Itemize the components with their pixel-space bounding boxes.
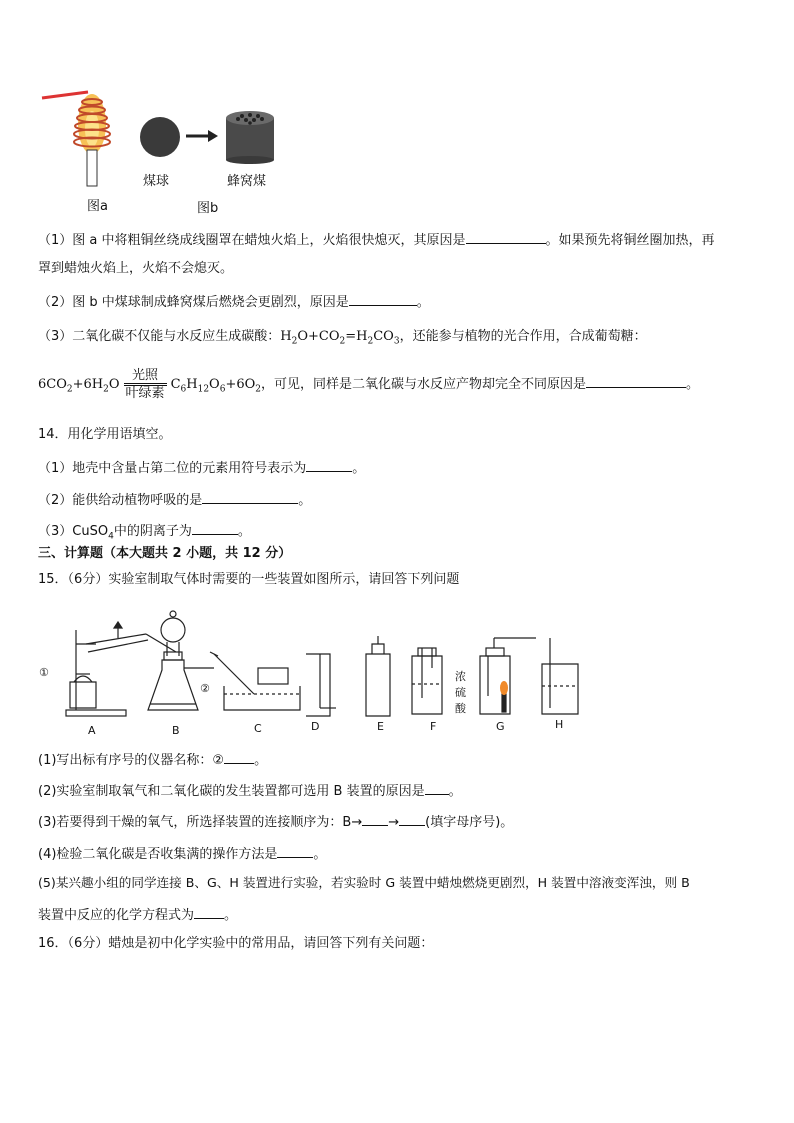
q16-title: 16．（6分）蜡烛是初中化学实验中的常用品，请回答下列有关问题： [38,936,434,951]
answer-blank[interactable] [425,780,449,795]
answer-blank[interactable] [224,749,254,764]
label-acid-2: 硫 [455,686,466,699]
answer-blank[interactable] [399,811,425,826]
apparatus-label-a: A [88,724,96,737]
reaction-condition: $\frac{\text{光照}}{\text{叶绿素}}$ [125,368,165,401]
q13-part2: （2）图 b 中煤球制成蜂窝煤后燃烧会更剧烈，原因是 。 [38,291,430,312]
figure-candle-coil [40,84,130,189]
apparatus-label-e: E [377,720,384,733]
q13-part1-line2: 罩到蜡烛火焰上，火焰不会熄灭。 [38,261,234,276]
answer-blank[interactable] [277,843,313,858]
arrow-icon [186,128,220,144]
marker-1: ① [39,666,49,679]
answer-blank[interactable] [362,811,388,826]
apparatus-label-d: D [311,720,320,733]
apparatus-label-b: B [172,724,180,737]
label-acid-1: 浓 [455,670,466,683]
apparatus-label-f: F [430,720,437,733]
q13-part3-line2: $6CO_2+6H_2O$ $\frac{\text{光照}}{\text{叶绿素}}$ $C_6H_{12}O_6+6O_2$，可见，同样是二氧化碳与水反应产物却完全不同原因是 。 [38,368,700,401]
apparatus-label-h: H [555,718,564,731]
q15-part5-line2: 装置中反应的化学方程式为 。 [38,904,237,925]
apparatus-figure [36,608,596,738]
caption-figure-a: 图a [87,199,108,214]
answer-blank[interactable] [586,373,686,388]
equation-photosynthesis-left: $6CO_2+6H_2O$ [38,377,120,395]
q14-part1: （1）地壳中含量占第二位的元素用符号表示为 。 [38,457,365,478]
q15-part3: (3)若要得到干燥的氧气，所选择装置的连接顺序为：B→ → (填字母序号)。 [38,811,513,832]
answer-blank[interactable] [202,489,298,504]
marker-2: ② [200,682,210,695]
q13-part1-line1: （1）图 a 中将粗铜丝绕成线圈罩在蜡烛火焰上，火焰很快熄灭，其原因是 。如果预先将铜丝圈加热，再 [38,229,715,250]
apparatus-label-g: G [496,720,505,733]
label-coal-ball: 煤球 [143,174,170,189]
answer-blank[interactable] [192,520,238,535]
answer-blank[interactable] [466,229,546,244]
q14-part3: （3）CuSO$_4$中的阴离子为 。 [38,520,251,546]
label-acid-3: 酸 [455,702,466,715]
q15-part4: (4)检验二氧化碳是否收集满的操作方法是 。 [38,843,326,864]
honeycomb-coal-icon [222,108,278,164]
q14-title: 14．用化学用语填空。 [38,427,172,442]
q14-part2: （2）能供给动植物呼吸的是 。 [38,489,311,510]
q15-part5-line1: (5)某兴趣小组的同学连接 B、G、H 装置进行实验，若实验时 G 装置中蜡烛燃烧更剧烈，H 装置中溶液变浑浊，则 B [38,875,690,890]
q15-part2: (2)实验室制取氧气和二氧化碳的发生装置都可选用 B 装置的原因是 。 [38,780,462,801]
answer-blank[interactable] [349,291,417,306]
coal-ball-icon [138,115,182,159]
q15-part1: (1)写出标有序号的仪器名称：② 。 [38,749,267,770]
answer-blank[interactable] [306,457,352,472]
label-honeycomb-coal: 蜂窝煤 [227,174,267,189]
apparatus-label-c: C [254,722,262,735]
equation-photosynthesis-right: $C_6H_{12}O_6+6O_2$ [170,377,262,395]
caption-figure-b: 图b [197,201,219,216]
answer-blank[interactable] [194,904,224,919]
q13-part3-line1: （3）二氧化碳不仅能与水反应生成碳酸：$H_2O+CO_2=H_2CO_3$，还能参与植物的光合作用，合成葡萄糖： [38,329,647,347]
equation-carbonic-acid: $H_2O+CO_2=H_2CO_3$ [280,329,400,347]
q15-title: 15．（6分）实验室制取气体时需要的一些装置如图所示，请回答下列问题 [38,572,460,587]
section-heading: 三、计算题（本大题共 2 小题，共 12 分） [38,546,292,561]
